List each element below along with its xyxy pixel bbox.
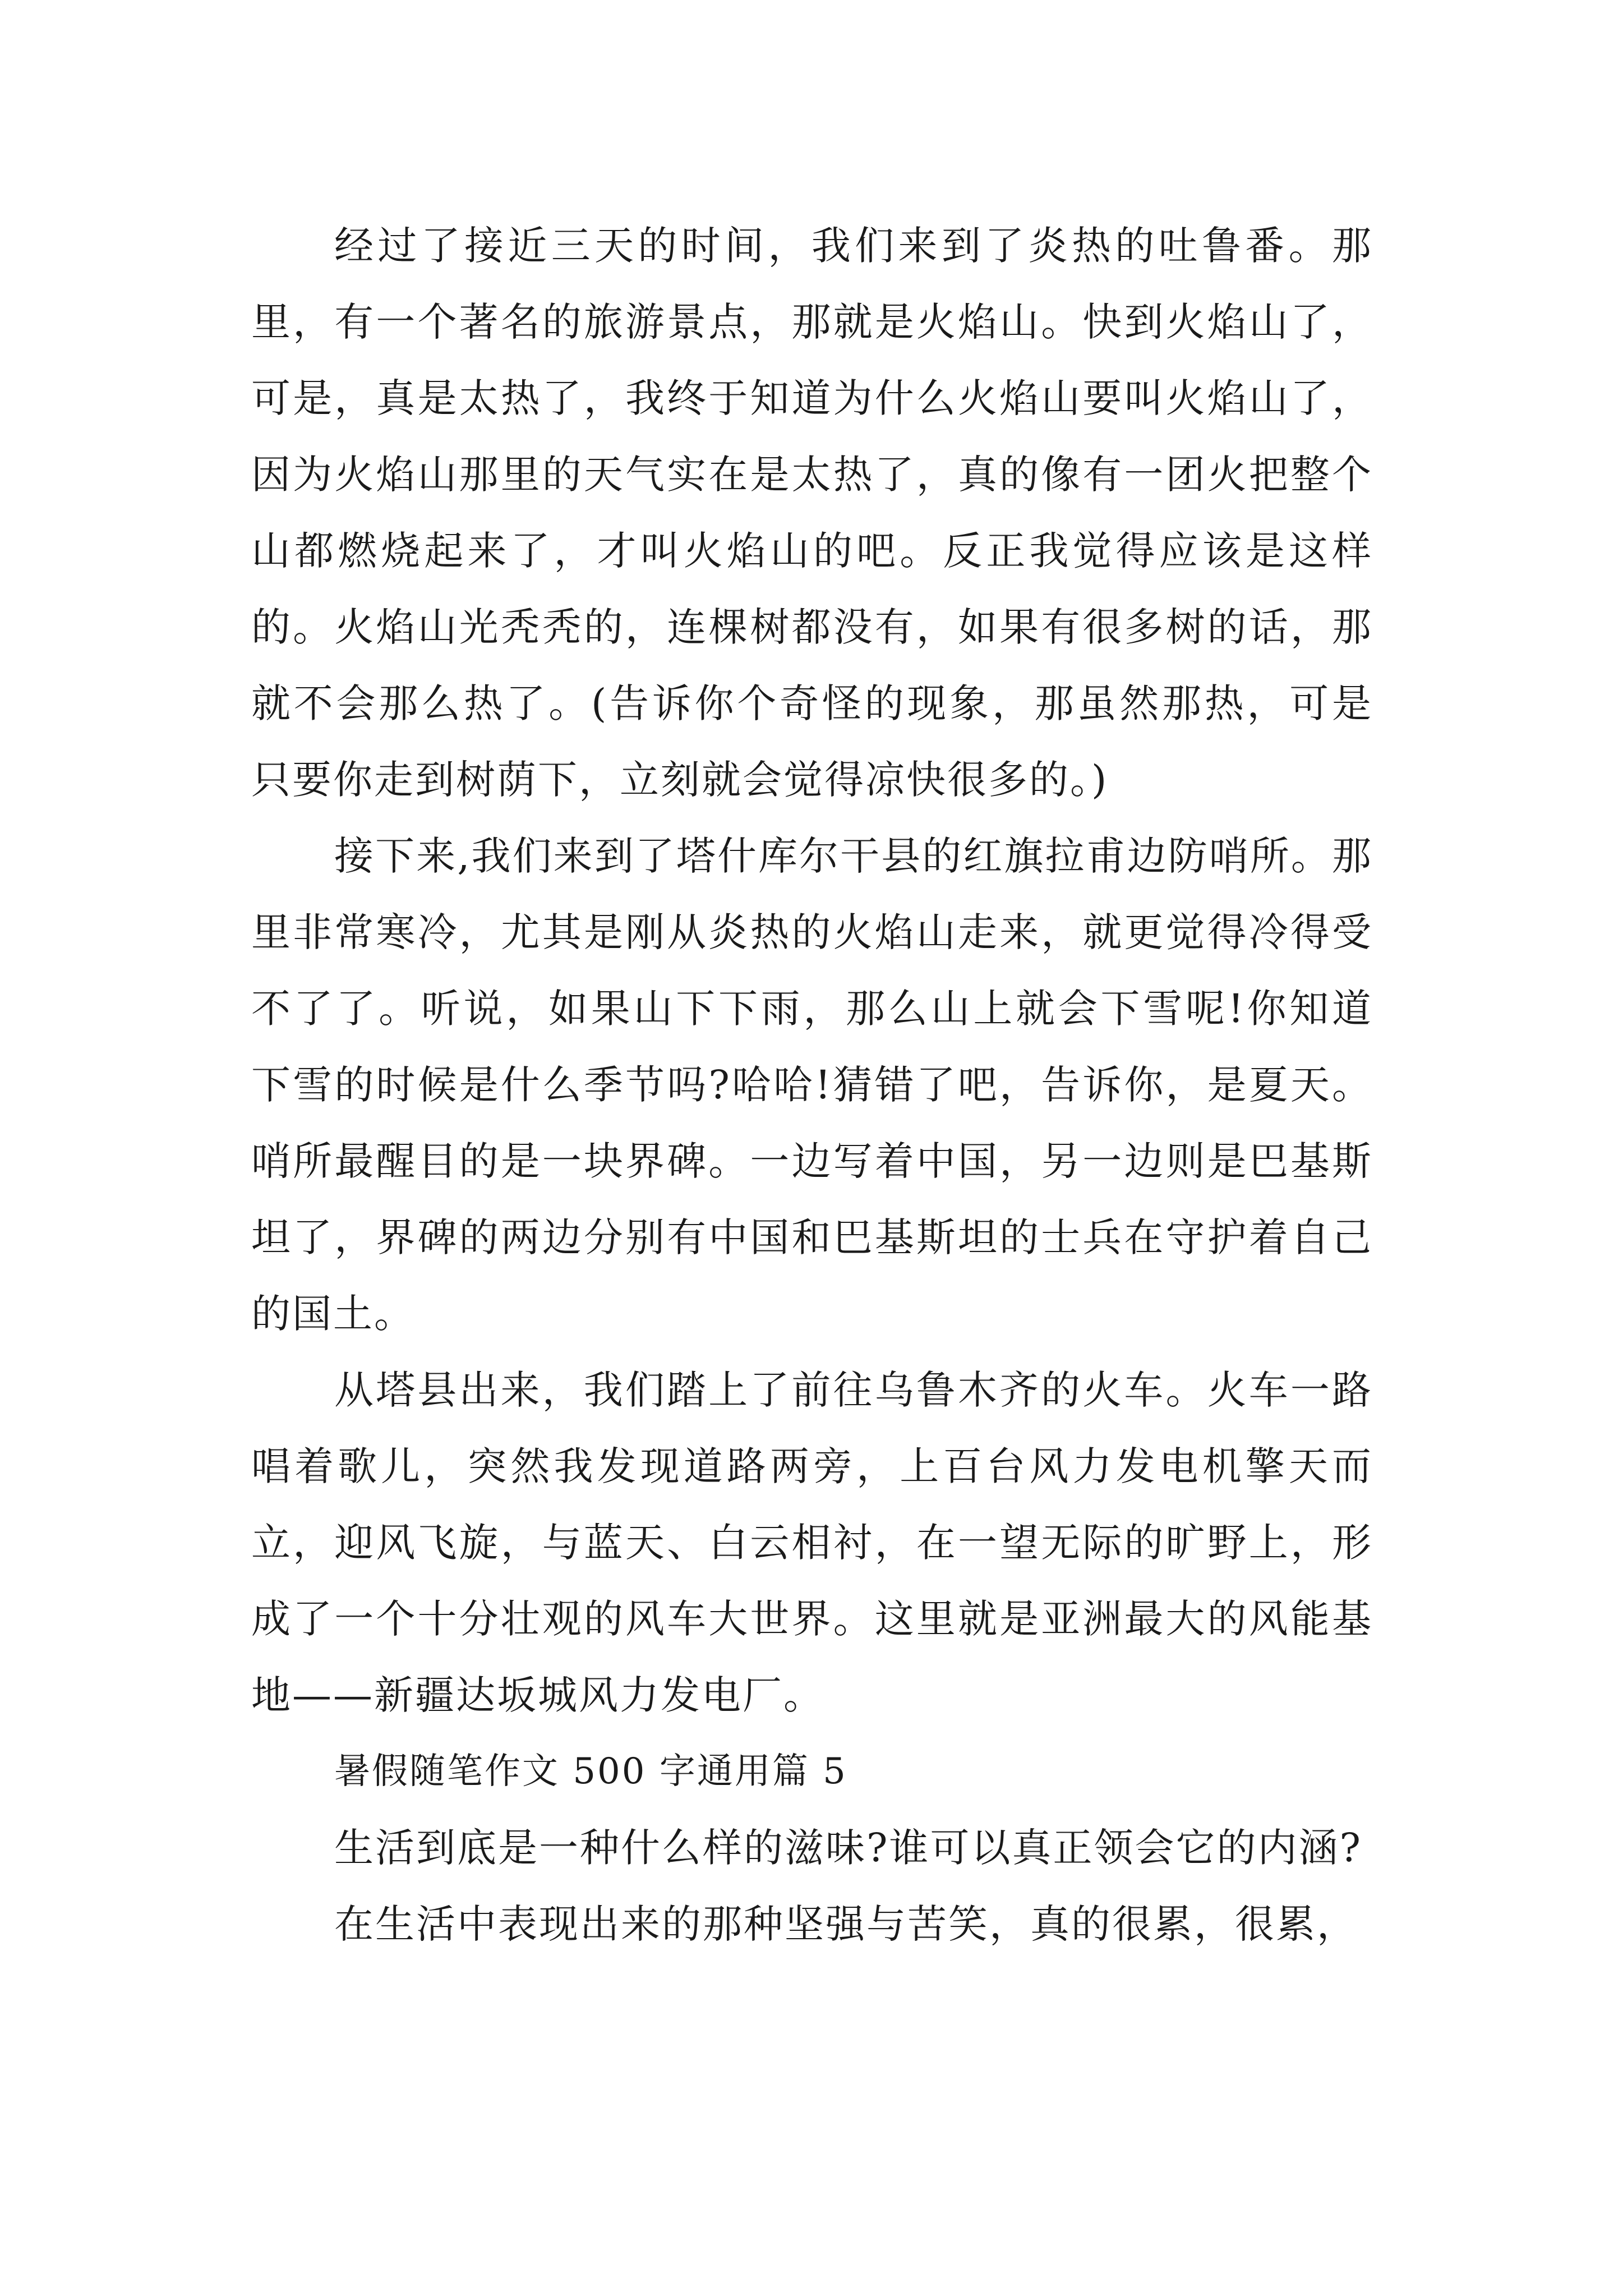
paragraph-wind-farm: 从塔县出来，我们踏上了前往乌鲁木齐的火车。火车一路唱着歌儿，突然我发现道路两旁，上百台风力发电机擎天而立，迎风飞旋，与蓝天、白云相衬，在一望无际的旷野上，形成了一个十分壮观的风车大世界。这里就是亚洲最大的风能基地——新疆达坂城风力发电厂。 xyxy=(251,1367,1373,1718)
document-body xyxy=(251,208,1373,1962)
paragraph-life-strength: 在生活中表现出来的那种坚强与苦笑，真的很累，很累， xyxy=(334,1901,1358,1947)
section-heading: 暑假随笔作文 500 字通用篇 5 xyxy=(334,1751,847,1792)
paragraph-turpan: 经过了接近三天的时间，我们来到了炎热的吐鲁番。那里，有一个著名的旅游景点，那就是火焰山。快到火焰山了，可是，真是太热了，我终于知道为什么火焰山要叫火焰山了，因为火焰山那里的天气实在是太热了，真的像有一团火把整个山都燃烧起来了，才叫火焰山的吧。反正我觉得应该是这样的。火焰山光秃秃的，连棵树都没有，如果有很多树的话，那就不会那么热了。(告诉你个奇怪的现象，那虽然那热，可是只要你走到树荫下，立刻就会觉得凉快很多的。) xyxy=(251,223,1373,803)
paragraph-border-post: 接下来,我们来到了塔什库尔干县的红旗拉甫边防哨所。那里非常寒冷，尤其是刚从炎热的火焰山走来，就更觉得冷得受不了了。听说，如果山下下雨，那么山上就会下雪呢!你知道下雪的时候是什么季节吗?哈哈!猜错了吧，告诉你，是夏天。哨所最醒目的是一块界碑。一边写着中国，另一边则是巴基斯坦了，界碑的两边分别有中国和巴基斯坦的士兵在守护着自己的国土。 xyxy=(251,833,1373,1337)
paragraph-life-question: 生活到底是一种什么样的滋味?谁可以真正领会它的内涵? xyxy=(334,1825,1363,1871)
